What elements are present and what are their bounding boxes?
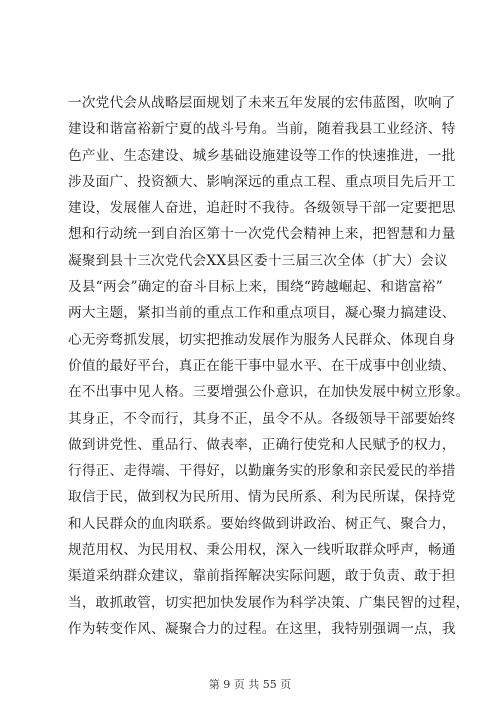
text-line: 作为转变作风、凝聚合力的过程。在这里，我特别强调一点，我 <box>68 620 456 637</box>
text-line: 在不出事中见人格。三要增强公仆意识，在加快发展中树立形象。 <box>68 384 470 401</box>
text-line: 其身正，不令而行，其身不正，虽令不从。各级领导干部要始终 <box>68 410 456 427</box>
document-body <box>68 90 470 642</box>
text-line: 建设，发展催人奋进，追赶时不我待。各级领导干部一定要把思 <box>68 200 456 217</box>
text-line: 渠道采纳群众建议，靠前指挥解决实际问题，敢于负责、敢于担 <box>68 568 456 585</box>
text-line: 心无旁骛抓发展，切实把推动发展作为服务人民群众、体现自身 <box>68 331 456 348</box>
text-line: 和人民群众的血肉联系。要始终做到讲政治、树正气、聚合力， <box>68 515 456 532</box>
text-line: 色产业、生态建设、城乡基础设施建设等工作的快速推进，一批 <box>68 147 456 164</box>
text-line: 想和行动统一到自治区第十一次党代会精神上来，把智慧和力量 <box>68 226 456 243</box>
text-line: 价值的最好平台，真正在能干事中显水平、在干成事中创业绩、 <box>68 357 456 374</box>
text-line: 规范用权、为民用权、秉公用权，深入一线听取群众呼声，畅通 <box>68 542 456 559</box>
text-line: 一次党代会从战略层面规划了未来五年发展的宏伟蓝图，吹响了 <box>68 95 456 111</box>
text-line: 取信于民，做到权为民所用、情为民所系、利为民所谋，保持党 <box>68 489 456 506</box>
text-line: 两大主题，紧扣当前的重点工作和重点项目，凝心聚力搞建设、 <box>68 305 456 322</box>
text-line: 做到讲党性、重品行、做表率，正确行使党和人民赋予的权力， <box>68 436 456 453</box>
text-line: 行得正、走得端、干得好，以勤廉务实的形象和亲民爱民的举措 <box>68 463 456 480</box>
text-line: 当，敢抓敢管，切实把加快发展作为科学决策、广集民智的过程， <box>68 594 470 611</box>
page-number-footer: 第 9 页 共 55 页 <box>208 678 292 691</box>
text-line: 建设和谐富裕新宁夏的战斗号角。当前，随着我县工业经济、特 <box>68 121 456 138</box>
text-line: 凝聚到县十三次党代会XX县区委十三届三次全体（扩大）会议 <box>68 252 448 269</box>
text-line: 及县“两会”确定的奋斗目标上来，围绕“跨越崛起、和谐富裕” <box>68 279 443 296</box>
text-line: 涉及面广、投资额大、影响深远的重点工程、重点项目先后开工 <box>68 173 456 190</box>
